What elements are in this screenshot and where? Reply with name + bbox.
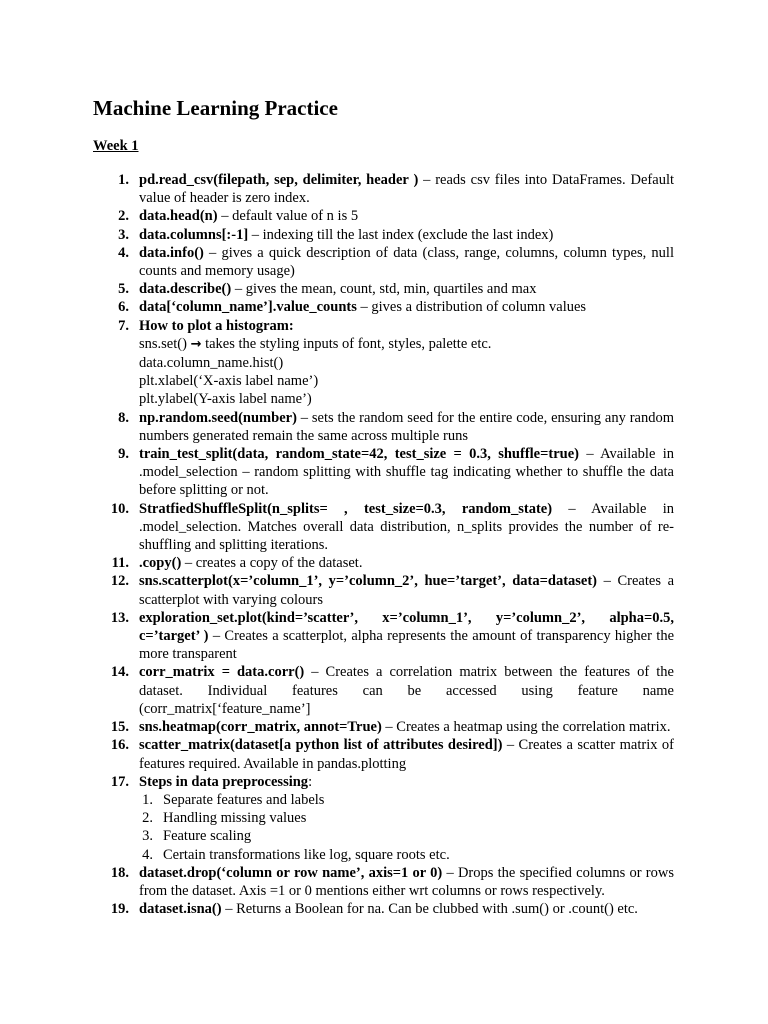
item-code: sns.heatmap(corr_matrix, annot=True) bbox=[139, 719, 382, 736]
sub-list-item bbox=[139, 846, 674, 864]
list-item bbox=[93, 554, 674, 572]
list-item bbox=[93, 409, 674, 445]
list-item bbox=[93, 718, 674, 736]
item-text: – Available in .model_selection. Matches overall data distribution, n_splits provides the number of re-shuffling and splitting iterations. bbox=[139, 500, 674, 554]
week-heading: Week 1 bbox=[93, 138, 139, 154]
item-text: : bbox=[308, 773, 313, 790]
item-code: data[‘column_name’].value_counts bbox=[139, 299, 357, 316]
item-number: 17. bbox=[110, 773, 129, 790]
item-text: – Creates a scatterplot with varying colours bbox=[139, 573, 675, 608]
list-item bbox=[93, 244, 674, 280]
document-title: Machine Learning Practice bbox=[93, 96, 338, 120]
item-text: – Creates a scatterplot, alpha represents the amount of transparency higher the more transparent bbox=[139, 628, 674, 663]
code-line: data.column_name.hist() bbox=[139, 355, 284, 372]
list-item bbox=[93, 773, 674, 864]
sub-item-number: 2. bbox=[142, 810, 153, 827]
code-line: sns.set() → takes the styling inputs of font, styles, palette etc. bbox=[139, 335, 492, 352]
item-code: data.columns[:-1] bbox=[139, 226, 249, 243]
item-number: 4. bbox=[118, 244, 129, 261]
item-text: – indexing till the last index (exclude the last index) bbox=[248, 226, 554, 243]
item-code: np.random.seed(number) bbox=[139, 409, 297, 426]
item-text: – gives a distribution of column values bbox=[356, 299, 587, 316]
sub-list-item bbox=[139, 827, 674, 845]
sub-item-text: Certain transformations like log, square roots etc. bbox=[163, 846, 450, 863]
list-item bbox=[93, 736, 674, 772]
item-number: 13. bbox=[110, 609, 129, 626]
sub-item-number: 4. bbox=[142, 846, 153, 863]
item-code: train_test_split(data, random_state=42, test_size = 0.3, shuffle=true) bbox=[139, 446, 579, 463]
sub-item-number: 1. bbox=[142, 791, 153, 808]
code-line: plt.xlabel(‘X-axis label name’) bbox=[139, 373, 319, 390]
item-number: 2. bbox=[118, 208, 129, 225]
item-code: pd.read_csv(filepath, sep, delimiter, header ) bbox=[139, 172, 419, 188]
notes-list bbox=[93, 171, 674, 918]
sub-item-text: Handling missing values bbox=[163, 810, 307, 827]
list-item bbox=[93, 317, 674, 409]
item-text: – Returns a Boolean for na. Can be clubbed with .sum() or .count() etc. bbox=[221, 901, 638, 918]
item-code: corr_matrix = data.corr() bbox=[139, 664, 305, 681]
item-code: exploration_set.plot(kind=’scatter’, x=’column_1’, y=’column_2’, alpha=0.5, c=’target’ ) bbox=[139, 609, 674, 645]
item-code: dataset.drop(‘column or row name’, axis=1 or 0) bbox=[139, 864, 443, 881]
list-item bbox=[93, 500, 674, 555]
item-number: 8. bbox=[118, 409, 129, 426]
item-text: – gives a quick description of data (class, range, columns, column types, null counts and memory usage) bbox=[139, 244, 674, 280]
list-item bbox=[93, 572, 674, 608]
sub-item-number: 3. bbox=[142, 828, 153, 845]
item-text: – gives the mean, count, std, min, quartiles and max bbox=[231, 281, 537, 298]
item-number: 15. bbox=[110, 719, 129, 736]
item-number: 11. bbox=[111, 555, 129, 572]
item-text: – creates a copy of the dataset. bbox=[181, 555, 363, 572]
item-code: sns.scatterplot(x=’column_1’, y=’column_2’, hue=’target’, data=dataset) bbox=[139, 573, 598, 590]
list-item bbox=[93, 900, 674, 918]
item-number: 7. bbox=[118, 317, 129, 334]
item-text: – Creates a correlation matrix between the features of the dataset. Individual features can be accessed using feature name (corr_matrix[‘feature_name’] bbox=[139, 664, 674, 717]
item-code: .copy() bbox=[139, 555, 182, 572]
sub-list-item bbox=[139, 809, 674, 827]
item-code: StratfiedShuffleSplit(n_splits= , test_size=0.3, random_state) bbox=[139, 500, 553, 517]
list-item bbox=[93, 609, 674, 664]
list-item bbox=[93, 207, 674, 225]
list-item bbox=[93, 226, 674, 244]
preprocessing-steps bbox=[139, 791, 674, 864]
item-number: 12. bbox=[110, 573, 129, 590]
item-number: 14. bbox=[110, 664, 129, 681]
list-item bbox=[93, 663, 674, 718]
item-text: – default value of n is 5 bbox=[217, 208, 359, 225]
item-number: 19. bbox=[110, 901, 129, 918]
sub-item-text: Separate features and labels bbox=[163, 791, 325, 808]
arrow-right-icon: → bbox=[190, 336, 202, 352]
item-text: – Drops the specified columns or rows from the dataset. Axis =1 or 0 mentions either wrt columns or rows respectively. bbox=[139, 864, 675, 899]
item-text: – sets the random seed for the entire code, ensuring any random numbers generated remain the same across multiple runs bbox=[139, 409, 674, 444]
list-item bbox=[93, 280, 674, 298]
item-number: 3. bbox=[118, 226, 129, 243]
list-item bbox=[93, 445, 674, 500]
item-number: 5. bbox=[118, 281, 129, 298]
item-code: data.describe() bbox=[139, 281, 232, 298]
item-number: 6. bbox=[118, 299, 129, 316]
item-code: data.head(n) bbox=[139, 208, 218, 225]
item-text: – Creates a heatmap using the correlation matrix. bbox=[381, 719, 671, 736]
item-text: – Available in .model_selection – random splitting with shuffle tag indicating whether to shuffle the data before splitting or not. bbox=[139, 446, 674, 499]
item-text: – reads csv files into DataFrames. Default value of header is zero index. bbox=[139, 172, 675, 207]
list-item bbox=[93, 171, 674, 207]
item-code: dataset.isna() bbox=[139, 901, 222, 918]
item-number: 10. bbox=[110, 500, 129, 517]
list-item bbox=[93, 864, 674, 900]
sub-list-item bbox=[139, 791, 674, 809]
item-code: scatter_matrix(dataset[a python list of attributes desired]) bbox=[139, 737, 503, 754]
list-item bbox=[93, 298, 674, 316]
item-code: Steps in data preprocessing bbox=[139, 773, 309, 790]
item-number: 18. bbox=[110, 864, 129, 881]
code-line: plt.ylabel(Y-axis label name’) bbox=[139, 391, 312, 408]
item-number: 1. bbox=[118, 172, 129, 188]
sub-item-text: Feature scaling bbox=[163, 828, 252, 845]
item-code: data.info() bbox=[139, 244, 204, 261]
item-number: 16. bbox=[110, 737, 129, 754]
item-text: – Creates a scatter matrix of features required. Available in pandas.plotting bbox=[139, 737, 674, 772]
item-code: How to plot a histogram: bbox=[139, 317, 294, 334]
item-number: 9. bbox=[118, 446, 129, 463]
